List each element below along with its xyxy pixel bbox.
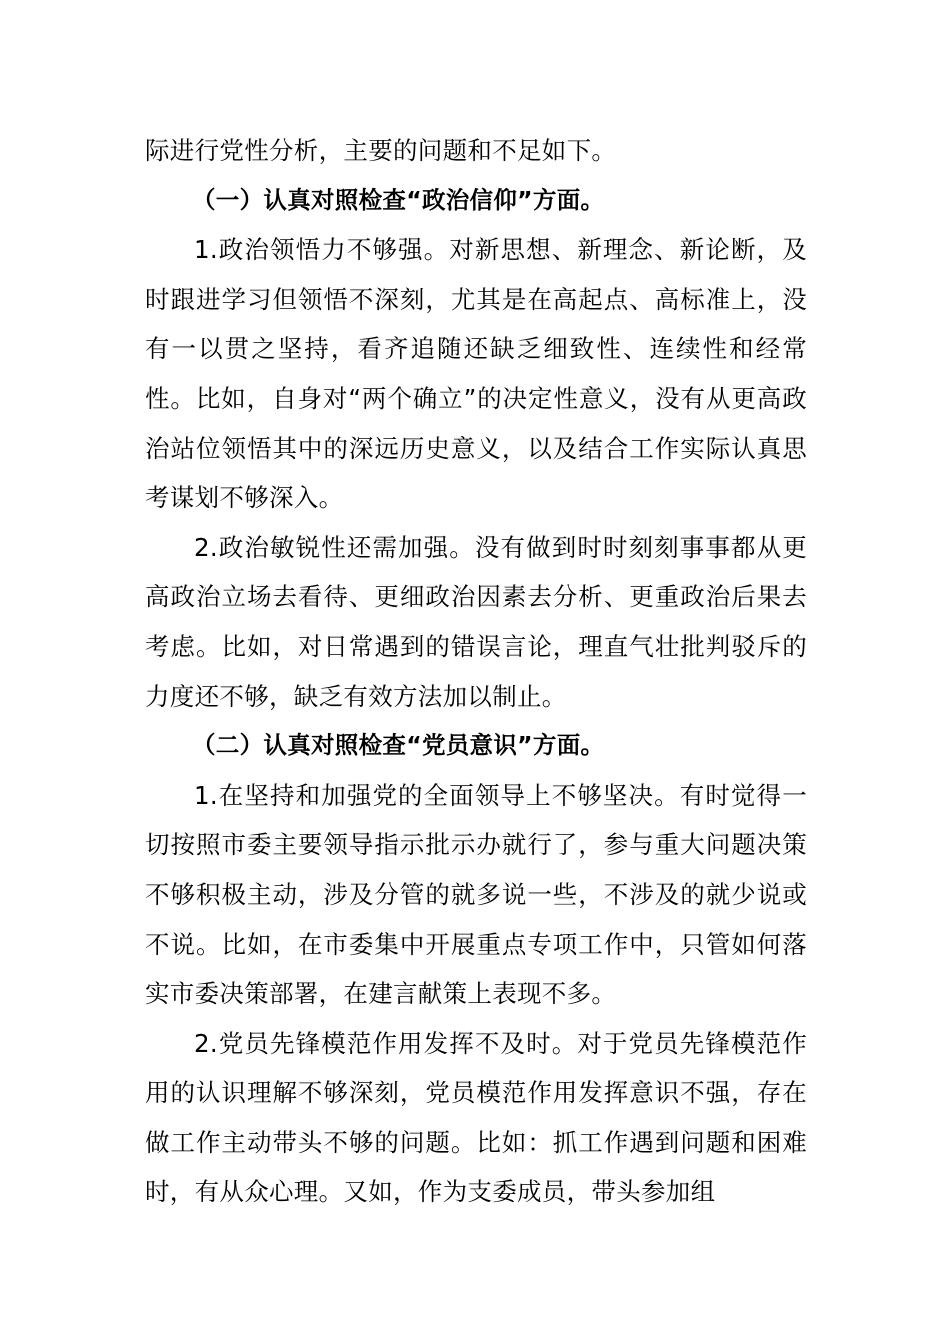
section-heading-political-belief: （一）认真对照检查“政治信仰”方面。	[192, 185, 605, 214]
paragraph-political-sensitivity: 2.政治敏锐性还需加强。没有做到时时刻刻事事都从更高政治立场去看待、更细政治因素去分析、更重政治后果去考虑。比如，对日常遇到的错误言论，理直气壮批判驳斥的力度还不够，缺乏有效方法加以制止。	[145, 532, 807, 711]
document-body	[145, 126, 807, 1217]
paragraph-party-leadership: 1.在坚持和加强党的全面领导上不够坚决。有时觉得一切按照市委主要领导指示批示办就行了，参与重大问题决策不够积极主动，涉及分管的就多说一些，不涉及的就少说或不说。比如，在市委集中开展重点专项工作中，只管如何落实市委决策部署，在建言献策上表现不多。	[145, 780, 807, 1009]
paragraph-continuation: 际进行党性分析，主要的问题和不足如下。	[145, 136, 617, 165]
paragraph-vanguard-role: 2.党员先锋模范作用发挥不及时。对于党员先锋模范作用的认识理解不够深刻，党员模范作用发挥意识不强，存在做工作主动带头不够的问题。比如：抓工作遇到问题和困难时，有从众心理。又如，作为支委成员，带头参加组	[145, 1028, 807, 1207]
paragraph-political-comprehension: 1.政治领悟力不够强。对新思想、新理念、新论断，及时跟进学习但领悟不深刻，尤其是在高起点、高标准上，没有一以贯之坚持，看齐追随还缺乏细致性、连续性和经常性。比如，自身对“两个确立”的决定性意义，没有从更高政治站位领悟其中的深远历史意义，以及结合工作实际认真思考谋划不够深入。	[145, 235, 807, 513]
section-heading-party-awareness: （二）认真对照检查“党员意识”方面。	[192, 731, 605, 760]
